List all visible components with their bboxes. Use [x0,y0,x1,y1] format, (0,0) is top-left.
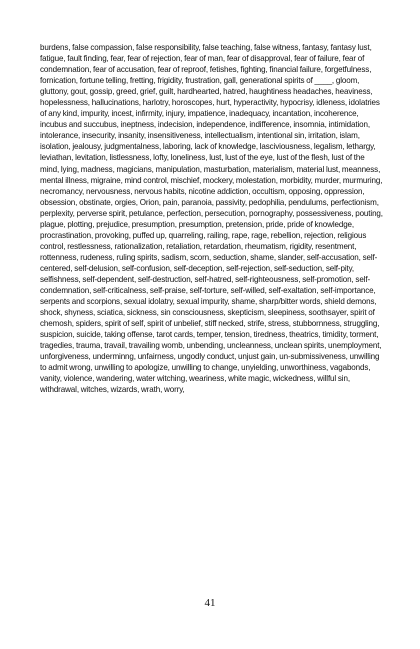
body-text: burdens, false compassion, false responsibility, false teaching, false witness, fantasy, fantasy lust, fatigue, fault finding, fear, fear of rejection, fear of man, fear of disapproval, fear of failure, fear of condemnation, fear of accusation, fear of reproof, fetishes, fighting, financial failure, forgetfulness, fornication, fortune telling, fretting, frigidity, frustration, gall, generational spirits of ____, gloom, gluttony, gout, gossip, greed, grief, guilt, hardhearted, hatred, haughtiness headaches, heaviness, hopelessness, hallucinations, harlotry, horoscopes, hurt, hyperactivity, hypocrisy, idleness, idolatries of any kind, impurity, incest, infirmity, injury, impatience, inadequacy, incantation, incoherence, incubus and succubus, ineptness, indecision, independence, indifference, insomnia, intimidation, intolerance, insecurity, insanity, insensitiveness, intellectualism, intentional sin, irritation, islam, isolation, jealousy, judgmentalness, laboring, lack of knowledge, lasciviousness, legalism, lethargy, leviathan, levitation, listlessness, lofty, loneliness, lust, lust of the eye, lust of the flesh, lust of the mind, lying, madness, magicians, manipulation, masturbation, materialism, material lust, meanness, mental illness, migraine, mind control, mischief, mockery, molestation, morbidity, murder, murmuring, necromancy, nervousness, nervous habits, nicotine addiction, occultism, opposing, oppression, obsession, obstinate, orgies, Orion, pain, paranoia, passivity, pedophilia, pendulums, perfectionism, perplexity, perverse spirit, petulance, perfection, persecution, pornography, possessiveness, pouting, plague, plotting, prejudice, presumption, presumption, pretension, pride, pride of knowledge, procrastination, provoking, puffed up, quarreling, railing, rape, rage, rebellion, rejection, religious control, restlessness, rationalization, retaliation, retardation, rheumatism, rigidity, resentment, rottenness, rudeness, ruling spirits, sadism, scorn, seduction, shame, slander, self-accusation, self-centered, self-delusion, self-confusion, self-deception, self-rejection, self-seduction, self-pity, selfishness, self-dependent, self-destruction, self-hatred, self-righteousness, self-promotion, self-condemnation, self-criticalness, self-praise, self-torture, self-willed, self-exaltation, self-importance, serpents and scorpions, sexual idolatry, sexual impurity, shame, sharp/bitter words, shield demons, shock, shyness, sciatica, sickness, sin consciousness, skepticism, sleepiness, soothsayer, spirit of chemosh, spiders, spirit of self, spirit of unbelief, stiff necked, strife, stress, stubbornness, struggling, suspicion, suicide, taking offense, tarot cards, temper, tension, tiredness, theatrics, timidity, torment, tragedies, trauma, travail, travailing womb, unbending, uncleanness, unclean spirits, unemployment, unforgiveness, underminng, unfairness, ungodly conduct, unjust gain, un-submissiveness, unwilling to admit wrong, unwilling to apologize, unwilling to change, unyielding, unworthiness, vagabonds, vanity, violence, wandering, water witching, weariness, white magic, wickedness, willful sin, withdrawal, witches, wizards, wrath, worry, [40,43,383,395]
page-number: 41 [204,597,216,609]
